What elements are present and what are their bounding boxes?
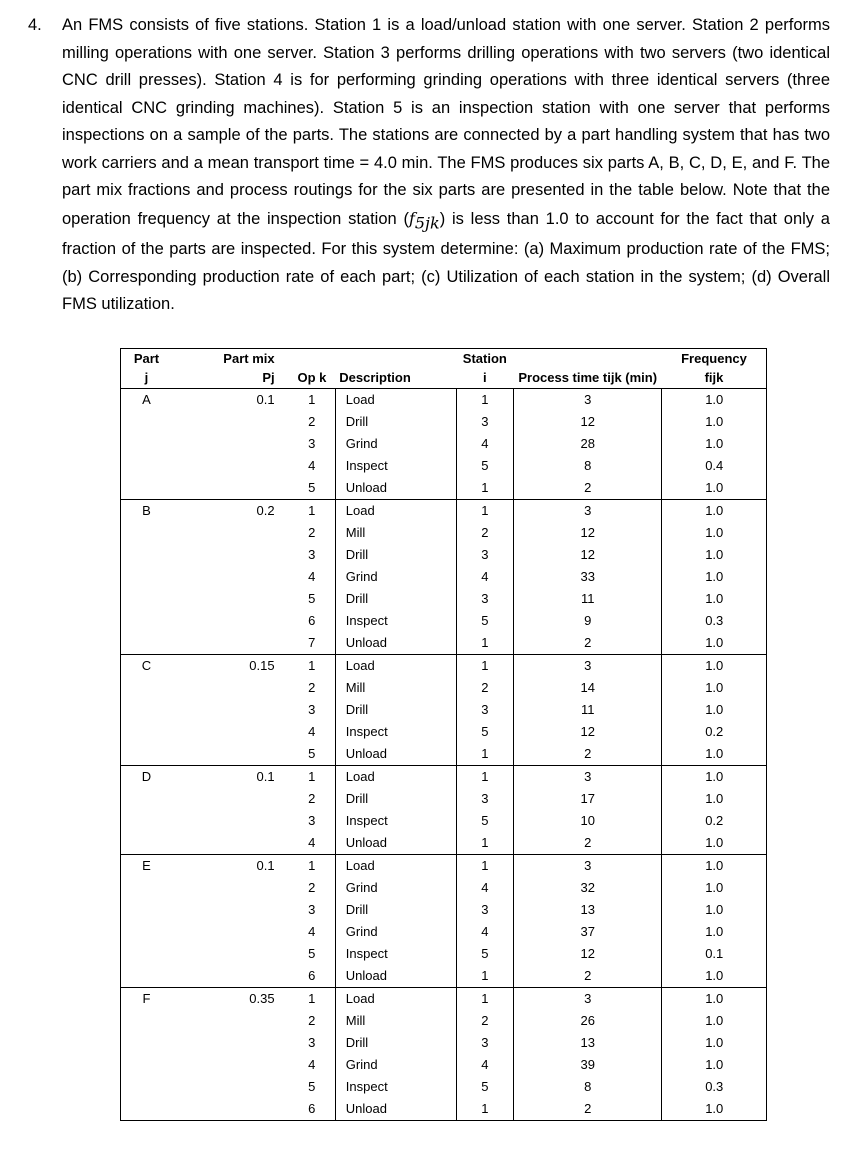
cell-frequency: 1.0 xyxy=(662,477,767,500)
table-row xyxy=(121,1076,767,1098)
cell-part xyxy=(121,788,172,810)
cell-station: 5 xyxy=(456,1076,513,1098)
cell-op: 2 xyxy=(289,1010,336,1032)
cell-part-mix xyxy=(172,1098,289,1121)
table-row xyxy=(121,1010,767,1032)
cell-frequency: 1.0 xyxy=(662,699,767,721)
cell-op: 5 xyxy=(289,588,336,610)
table-row xyxy=(121,677,767,699)
cell-process-time: 32 xyxy=(513,877,662,899)
cell-frequency: 1.0 xyxy=(662,1010,767,1032)
cell-station: 5 xyxy=(456,943,513,965)
cell-frequency: 1.0 xyxy=(662,988,767,1011)
cell-op: 1 xyxy=(289,855,336,878)
cell-part-mix: 0.1 xyxy=(172,766,289,789)
table-header-row-2 xyxy=(121,368,767,389)
header-op-k: Op k xyxy=(289,368,336,389)
table-row xyxy=(121,655,767,678)
cell-part xyxy=(121,544,172,566)
cell-description: Grind xyxy=(345,1057,378,1072)
cell-process-time: 3 xyxy=(513,855,662,878)
cell-process-time: 28 xyxy=(513,433,662,455)
cell-station: 3 xyxy=(456,544,513,566)
cell-description: Unload xyxy=(345,746,387,761)
cell-station: 1 xyxy=(456,1098,513,1121)
cell-part-mix xyxy=(172,899,289,921)
cell-op: 5 xyxy=(289,743,336,766)
cell-process-time: 2 xyxy=(513,632,662,655)
cell-description: Inspect xyxy=(345,813,388,828)
cell-op: 5 xyxy=(289,943,336,965)
table-row xyxy=(121,943,767,965)
cell-station: 3 xyxy=(456,1032,513,1054)
table-row xyxy=(121,500,767,523)
cell-process-time: 2 xyxy=(513,832,662,855)
table-row xyxy=(121,988,767,1011)
cell-station: 5 xyxy=(456,610,513,632)
cell-op: 2 xyxy=(289,788,336,810)
cell-part xyxy=(121,1076,172,1098)
table-row xyxy=(121,632,767,655)
cell-station: 1 xyxy=(456,389,513,412)
cell-frequency: 1.0 xyxy=(662,588,767,610)
cell-part-mix xyxy=(172,721,289,743)
cell-frequency: 1.0 xyxy=(662,766,767,789)
table-row xyxy=(121,855,767,878)
cell-op: 3 xyxy=(289,544,336,566)
problem-text-before: An FMS consists of five stations. Station 1 is a load/unload station with one server. Station 2 performs milling operations with one server. Station 3 performs drilling operations with two servers (two identical CNC drill presses). Station 4 is for performing grinding operations with three identical servers (three identical CNC grinding machines). Station 5 is an inspection station with one server that performs inspections on a sample of the parts. The stations are connected by a part handling system that has two work carriers and a mean transport time = 4.0 min. The FMS produces six parts A, B, C, D, E, and F. The part mix fractions and process routings for the six parts are presented in the table below. Note that the operation frequency at the inspection station xyxy=(62,16,830,228)
cell-frequency: 1.0 xyxy=(662,743,767,766)
cell-part xyxy=(121,610,172,632)
header-desc-blank xyxy=(335,349,456,369)
cell-process-time: 12 xyxy=(513,544,662,566)
cell-frequency: 1.0 xyxy=(662,655,767,678)
table-row xyxy=(121,1032,767,1054)
cell-frequency: 0.1 xyxy=(662,943,767,965)
cell-process-time: 3 xyxy=(513,766,662,789)
cell-description: Inspect xyxy=(345,613,388,628)
cell-station: 1 xyxy=(456,500,513,523)
cell-op: 4 xyxy=(289,566,336,588)
cell-part xyxy=(121,743,172,766)
table-row xyxy=(121,411,767,433)
table-row xyxy=(121,1098,767,1121)
cell-station: 2 xyxy=(456,677,513,699)
cell-part-mix xyxy=(172,588,289,610)
cell-process-time: 3 xyxy=(513,655,662,678)
cell-part-mix xyxy=(172,455,289,477)
cell-description: Grind xyxy=(345,436,378,451)
table-row xyxy=(121,389,767,412)
table-row xyxy=(121,477,767,500)
cell-frequency: 1.0 xyxy=(662,832,767,855)
cell-part-mix xyxy=(172,877,289,899)
cell-part xyxy=(121,522,172,544)
cell-description: Mill xyxy=(345,1013,366,1028)
cell-op: 7 xyxy=(289,632,336,655)
cell-op: 1 xyxy=(289,389,336,412)
table-row xyxy=(121,566,767,588)
header-pj: Pj xyxy=(172,368,289,389)
cell-part: E xyxy=(121,855,172,878)
table-row xyxy=(121,810,767,832)
cell-op: 3 xyxy=(289,810,336,832)
cell-op: 4 xyxy=(289,832,336,855)
cell-part: B xyxy=(121,500,172,523)
cell-station: 3 xyxy=(456,899,513,921)
cell-station: 3 xyxy=(456,699,513,721)
cell-op: 4 xyxy=(289,455,336,477)
table-body xyxy=(121,389,767,1121)
cell-process-time: 12 xyxy=(513,943,662,965)
cell-part-mix xyxy=(172,788,289,810)
cell-op: 6 xyxy=(289,1098,336,1121)
cell-frequency: 1.0 xyxy=(662,877,767,899)
cell-part-mix: 0.1 xyxy=(172,389,289,412)
header-part-mix: Part mix xyxy=(172,349,289,369)
table-row xyxy=(121,899,767,921)
cell-process-time: 13 xyxy=(513,1032,662,1054)
cell-station: 5 xyxy=(456,455,513,477)
cell-part-mix xyxy=(172,1010,289,1032)
header-time-blank xyxy=(513,349,662,369)
cell-part-mix xyxy=(172,544,289,566)
cell-frequency: 1.0 xyxy=(662,632,767,655)
cell-op: 2 xyxy=(289,522,336,544)
cell-frequency: 1.0 xyxy=(662,411,767,433)
table-row xyxy=(121,766,767,789)
table-row xyxy=(121,699,767,721)
cell-description: Unload xyxy=(345,835,387,850)
cell-station: 4 xyxy=(456,433,513,455)
inspection-frequency-formula: $(f_{5jk})$ xyxy=(403,208,446,232)
cell-op: 3 xyxy=(289,899,336,921)
cell-description: Load xyxy=(335,988,456,1011)
cell-process-time: 3 xyxy=(513,988,662,1011)
table-row xyxy=(121,588,767,610)
cell-op: 6 xyxy=(289,965,336,988)
cell-description: Load xyxy=(335,389,456,412)
cell-part xyxy=(121,1098,172,1121)
cell-description: Drill xyxy=(345,591,369,606)
table-row xyxy=(121,433,767,455)
cell-frequency: 1.0 xyxy=(662,544,767,566)
cell-station: 5 xyxy=(456,810,513,832)
cell-part-mix: 0.1 xyxy=(172,855,289,878)
cell-process-time: 13 xyxy=(513,899,662,921)
cell-description: Inspect xyxy=(345,946,388,961)
cell-part-mix xyxy=(172,699,289,721)
cell-op: 2 xyxy=(289,877,336,899)
cell-frequency: 1.0 xyxy=(662,788,767,810)
cell-op: 4 xyxy=(289,721,336,743)
cell-part-mix xyxy=(172,610,289,632)
cell-station: 5 xyxy=(456,721,513,743)
cell-part-mix xyxy=(172,522,289,544)
cell-part-mix xyxy=(172,921,289,943)
cell-description: Load xyxy=(335,766,456,789)
cell-part xyxy=(121,455,172,477)
cell-frequency: 1.0 xyxy=(662,566,767,588)
cell-part xyxy=(121,921,172,943)
cell-part xyxy=(121,477,172,500)
cell-op: 5 xyxy=(289,1076,336,1098)
cell-description: Load xyxy=(335,655,456,678)
cell-part-mix: 0.35 xyxy=(172,988,289,1011)
cell-frequency: 1.0 xyxy=(662,677,767,699)
cell-description: Unload xyxy=(345,968,387,983)
cell-process-time: 37 xyxy=(513,921,662,943)
cell-op: 3 xyxy=(289,699,336,721)
cell-description: Unload xyxy=(345,480,387,495)
cell-frequency: 0.3 xyxy=(662,610,767,632)
cell-part xyxy=(121,699,172,721)
cell-station: 2 xyxy=(456,1010,513,1032)
cell-op: 4 xyxy=(289,1054,336,1076)
cell-frequency: 1.0 xyxy=(662,500,767,523)
cell-station: 3 xyxy=(456,788,513,810)
problem-text xyxy=(62,12,830,319)
cell-op: 5 xyxy=(289,477,336,500)
table-row xyxy=(121,743,767,766)
cell-part-mix xyxy=(172,943,289,965)
cell-description: Unload xyxy=(345,635,387,650)
cell-frequency: 1.0 xyxy=(662,389,767,412)
cell-station: 1 xyxy=(456,477,513,500)
cell-station: 4 xyxy=(456,566,513,588)
cell-process-time: 26 xyxy=(513,1010,662,1032)
header-frequency: Frequency xyxy=(662,349,767,369)
cell-part xyxy=(121,677,172,699)
cell-process-time: 2 xyxy=(513,965,662,988)
cell-part-mix xyxy=(172,743,289,766)
cell-process-time: 8 xyxy=(513,1076,662,1098)
cell-description: Unload xyxy=(335,1098,456,1121)
cell-station: 1 xyxy=(456,965,513,988)
problem-text-after: is less than 1.0 to account for the fact that only a fraction of the parts are inspected. For this system determine: (a) Maximum production rate of the FMS; (b) Corresponding production rate of each part; (c) Utilization of each station in the system; (d) Overall FMS utilization. xyxy=(62,209,830,314)
header-op-blank xyxy=(289,349,336,369)
cell-part xyxy=(121,721,172,743)
header-fijk: fijk xyxy=(662,368,767,389)
cell-op: 1 xyxy=(289,500,336,523)
cell-description: Load xyxy=(335,855,456,878)
header-description: Description xyxy=(335,368,456,389)
cell-part: A xyxy=(121,389,172,412)
cell-part xyxy=(121,411,172,433)
table-row xyxy=(121,522,767,544)
cell-process-time: 8 xyxy=(513,455,662,477)
cell-station: 1 xyxy=(456,743,513,766)
cell-part xyxy=(121,899,172,921)
cell-part xyxy=(121,433,172,455)
table-row xyxy=(121,721,767,743)
cell-frequency: 0.4 xyxy=(662,455,767,477)
table-row xyxy=(121,965,767,988)
cell-process-time: 33 xyxy=(513,566,662,588)
routing-table xyxy=(120,348,767,1121)
cell-frequency: 1.0 xyxy=(662,433,767,455)
cell-description: Mill xyxy=(345,525,366,540)
cell-description: Drill xyxy=(345,1035,369,1050)
cell-description: Mill xyxy=(345,680,366,695)
problem-number: 4. xyxy=(28,16,42,34)
cell-frequency: 0.3 xyxy=(662,1076,767,1098)
cell-op: 4 xyxy=(289,921,336,943)
cell-frequency: 1.0 xyxy=(662,899,767,921)
cell-op: 3 xyxy=(289,433,336,455)
header-process-time: Process time tijk (min) xyxy=(513,368,662,389)
cell-frequency: 0.2 xyxy=(662,810,767,832)
table-row xyxy=(121,455,767,477)
cell-part xyxy=(121,943,172,965)
cell-description: Drill xyxy=(345,414,369,429)
cell-op: 2 xyxy=(289,677,336,699)
routing-table-container xyxy=(120,348,767,1128)
cell-frequency: 1.0 xyxy=(662,1098,767,1121)
cell-description: Drill xyxy=(345,547,369,562)
cell-process-time: 12 xyxy=(513,522,662,544)
table-header-row-1 xyxy=(121,349,767,369)
header-station: Station xyxy=(456,349,513,369)
cell-part: F xyxy=(121,988,172,1011)
cell-part xyxy=(121,810,172,832)
cell-station: 1 xyxy=(456,766,513,789)
cell-station: 3 xyxy=(456,588,513,610)
table-row xyxy=(121,921,767,943)
cell-part-mix xyxy=(172,965,289,988)
cell-process-time: 14 xyxy=(513,677,662,699)
header-i: i xyxy=(456,368,513,389)
cell-description: Grind xyxy=(345,569,378,584)
cell-station: 1 xyxy=(456,655,513,678)
cell-station: 1 xyxy=(456,632,513,655)
table-row xyxy=(121,544,767,566)
cell-process-time: 12 xyxy=(513,721,662,743)
cell-process-time: 9 xyxy=(513,610,662,632)
cell-process-time: 39 xyxy=(513,1054,662,1076)
cell-process-time: 2 xyxy=(513,477,662,500)
table-row xyxy=(121,832,767,855)
cell-part: D xyxy=(121,766,172,789)
cell-frequency: 1.0 xyxy=(662,965,767,988)
cell-part-mix xyxy=(172,1054,289,1076)
cell-description: Grind xyxy=(345,880,378,895)
cell-frequency: 1.0 xyxy=(662,921,767,943)
cell-description: Drill xyxy=(345,791,369,806)
cell-process-time: 12 xyxy=(513,411,662,433)
cell-part-mix xyxy=(172,810,289,832)
cell-op: 1 xyxy=(289,988,336,1011)
cell-part xyxy=(121,632,172,655)
header-j: j xyxy=(121,368,172,389)
cell-description: Grind xyxy=(345,924,378,939)
cell-process-time: 2 xyxy=(513,1098,662,1121)
cell-process-time: 17 xyxy=(513,788,662,810)
cell-part xyxy=(121,588,172,610)
cell-part-mix xyxy=(172,411,289,433)
cell-station: 2 xyxy=(456,522,513,544)
cell-op: 2 xyxy=(289,411,336,433)
cell-part xyxy=(121,877,172,899)
cell-station: 1 xyxy=(456,988,513,1011)
cell-frequency: 1.0 xyxy=(662,855,767,878)
cell-description: Load xyxy=(335,500,456,523)
table-row xyxy=(121,877,767,899)
cell-description: Inspect xyxy=(345,1079,388,1094)
cell-station: 1 xyxy=(456,832,513,855)
cell-description: Inspect xyxy=(345,724,388,739)
cell-part-mix xyxy=(172,832,289,855)
cell-op: 3 xyxy=(289,1032,336,1054)
cell-part xyxy=(121,1054,172,1076)
cell-op: 1 xyxy=(289,766,336,789)
table-row xyxy=(121,1054,767,1076)
cell-part xyxy=(121,566,172,588)
cell-process-time: 3 xyxy=(513,500,662,523)
table-row xyxy=(121,610,767,632)
cell-description: Inspect xyxy=(345,458,388,473)
cell-frequency: 1.0 xyxy=(662,1054,767,1076)
cell-process-time: 2 xyxy=(513,743,662,766)
cell-description: Drill xyxy=(345,702,369,717)
cell-part-mix: 0.15 xyxy=(172,655,289,678)
cell-part xyxy=(121,832,172,855)
cell-frequency: 1.0 xyxy=(662,1032,767,1054)
table-row xyxy=(121,788,767,810)
cell-part-mix: 0.2 xyxy=(172,500,289,523)
cell-station: 4 xyxy=(456,1054,513,1076)
cell-process-time: 11 xyxy=(513,588,662,610)
cell-op: 6 xyxy=(289,610,336,632)
cell-part: C xyxy=(121,655,172,678)
cell-process-time: 11 xyxy=(513,699,662,721)
cell-process-time: 3 xyxy=(513,389,662,412)
cell-part xyxy=(121,1032,172,1054)
cell-station: 4 xyxy=(456,921,513,943)
cell-part-mix xyxy=(172,1076,289,1098)
cell-part-mix xyxy=(172,433,289,455)
cell-part-mix xyxy=(172,1032,289,1054)
cell-part-mix xyxy=(172,632,289,655)
cell-station: 3 xyxy=(456,411,513,433)
header-part: Part xyxy=(121,349,172,369)
cell-part xyxy=(121,965,172,988)
cell-frequency: 0.2 xyxy=(662,721,767,743)
cell-description: Drill xyxy=(345,902,369,917)
cell-station: 4 xyxy=(456,877,513,899)
cell-frequency: 1.0 xyxy=(662,522,767,544)
cell-part-mix xyxy=(172,477,289,500)
cell-part xyxy=(121,1010,172,1032)
cell-op: 1 xyxy=(289,655,336,678)
cell-process-time: 10 xyxy=(513,810,662,832)
cell-part-mix xyxy=(172,566,289,588)
cell-part-mix xyxy=(172,677,289,699)
cell-station: 1 xyxy=(456,855,513,878)
